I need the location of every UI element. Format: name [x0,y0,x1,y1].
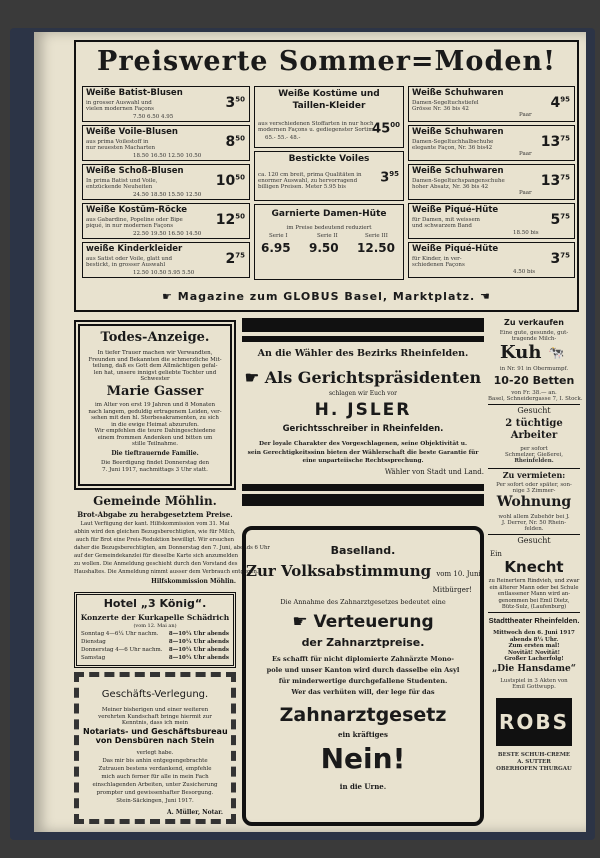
ein: Ein [490,550,502,558]
hotel-time: 8—10¼ Uhr abends [168,655,229,661]
text-line: einschlagenden Arbeiten, unter Zusicherung [92,782,218,788]
product-desc: ca. 120 cm breit, prima Qualitäten in [258,172,362,178]
price-main: 45 [372,121,391,137]
hotel-row [81,647,229,655]
sale-head: Zu verkaufen [504,318,564,327]
product-desc: enormer Auswahl, zu hervorragend [258,178,358,184]
text-line: für minderwertige durchgefallene Studenten. [278,677,448,685]
cow-label: Kuh [500,342,542,363]
text-line: Haushaltes. Die Anmeldung nimmt ausser dem Verbrauch entgegen. [74,569,259,575]
newspaper-page [34,32,586,832]
text-line: Freunden und Bekannten die schmerzliche Mit- [88,356,222,363]
election-sub: schlagen wir Euch vor [328,390,398,397]
text-line: pole und unser Kanton wird durch dasselbe ein Asyl [266,666,460,674]
product-price [541,173,570,189]
business-sign: A. Müller, Notar. [167,809,223,816]
product-desc: bestickt, in grosser Auswahl [86,262,166,268]
workers-1: 2 tüchtige [505,418,563,429]
theater: Stadttheater Rheinfelden. [488,616,580,625]
hotel-day: Dienstag [81,639,106,645]
vote-line: Die Annahme des Zahnarztgesetzes bedeutet eine [280,598,446,606]
product-price [372,121,400,136]
price-main: 13 [540,173,561,189]
text-line: eine unparteiische Rechtssprechung. [302,458,424,464]
product-price [551,212,571,228]
product-unit: Paar [519,112,532,118]
vote-big [246,612,480,632]
product-box [408,125,575,161]
text-line: Der loyale Charakter des Vorgeschlagenen, seine Objektivität u. [258,441,468,447]
price-cents: 75 [235,251,245,260]
election-title [242,368,484,387]
text-line: Kenntnis, dass ich mein [121,720,189,726]
logo-text-2: A. SUTTER [517,759,551,765]
price-main: 3 [550,251,561,267]
price-cents: 50 [235,134,245,143]
text-line: nach langem, geduldig ertragenem Leiden, ver- [88,408,222,415]
product-prices: 18.50 bis [513,230,539,236]
logo-text: ROBS [498,710,570,734]
product-title: Weiße Piqué-Hüte [412,205,499,215]
price-cents: 50 [235,173,245,182]
election-ad [242,318,484,512]
product-title: Weiße Schuhwaren [412,88,504,98]
play-author: Emil Gottwupp. [512,684,556,690]
text-line: in die ewige Heimat abzurufen. [111,421,199,428]
text-line: verlegt habe. [136,750,174,756]
text-line: stille Teilnahme. [132,441,178,447]
ad-footer [76,290,577,303]
product-box [408,86,575,122]
text-line: von Densbüren nach Stein [95,736,215,745]
cow-icon: 🐄 [548,346,565,361]
product-title: Weiße Schoß-Blusen [86,166,184,176]
vote-title-text: Zur Volksabstimmung [246,562,432,580]
beds-text-1: von Fr. 38.— an. [511,390,557,396]
price-main: 3 [225,95,236,111]
vote-ad [242,526,484,826]
business-notice [74,672,236,824]
product-desc: Damen-Segeltuchhalbschuhe [412,139,494,145]
product-title: Garnierte Damen-Hüte [271,209,387,219]
product-title: Weiße Batist-Blusen [86,88,183,98]
vote-law: Zahnarztgesetz [279,704,447,726]
hotel-row [81,655,229,663]
product-desc: hoher Absatz, Nr. 36 bis 42 [412,184,489,190]
hotel-time: 8—10¼ Uhr abends [168,631,229,637]
price-cents: 50 [235,212,245,221]
price-cents: 50 [235,95,245,104]
vote-sub: ein kräftiges [338,730,388,739]
hotel-day: Sonntag 4—6¼ Uhr nachm. [81,631,159,637]
product-title: Weiße Kostüme und [278,89,380,99]
product-prices: 65.- 55.- 48.- [265,135,301,141]
product-prices: 18.50 16.50 12.50 10.50 [133,153,202,159]
death-title: Todes-Anzeige. [100,330,210,345]
price-cents: 00 [390,121,400,129]
play: „Die Hansdame“ [492,664,576,674]
text-line: auf der Gemeindekanzlei für dieselbe Karte sich anzumelden [74,553,239,559]
vote-title [246,562,480,580]
hotel-day: Donnerstag 4—6 Uhr nachm. [81,647,163,653]
text-line: entlassener Mann wird an- [497,591,571,597]
product-box [408,203,575,239]
product-box [82,164,250,200]
text-line: sein Gerechtigkeitssinn bieten der Wählerschaft die beste Garantie für [247,449,479,456]
price-cents: 95 [560,95,570,104]
product-box [408,164,575,200]
gemeinde-sign: Hilfskommission Möhlin. [151,578,236,585]
product-box [82,86,250,122]
product-desc: Grösse Nr. 36 bis 42 [412,106,469,112]
flat-text-1: wohl allem Zubehör bei J. [498,514,570,520]
text-line: auch für Brot eine Preis-Reduktion bewilligt. Wir ersuchen [75,537,235,543]
product-desc: im Preise bedeutend reduziert [286,225,372,231]
product-prices: 24.50 18.50 15.50 12.50 [133,192,202,198]
workers-text-1: per sofort [520,446,548,452]
text-line: einem frommen Andenken und bitten um [97,434,213,441]
series-value: 12.50 [357,241,395,255]
beds: 10-20 Betten [493,374,575,387]
logo-text-1: BESTE SCHUH-CREME [497,752,571,758]
vote-urn: in die Urne. [339,782,387,791]
rent-text-2: nige 3 Zimmer- [512,488,556,494]
product-desc: für Kinder, in ver- [412,256,462,262]
price-main: 5 [550,212,561,228]
text-line: Schwester [140,376,170,382]
product-price [226,134,246,150]
text-line: Zutrauen bestens verdankend, empfehle [98,766,212,772]
text-line: prompter und gewissenhafter Besorgung. [96,790,214,796]
text-line: Großer Lacherfolg! [504,656,564,662]
text-line: Zum ersten mal! [508,643,560,649]
vote-call: Mitbürger! [432,586,472,594]
robs-logo [496,698,572,746]
text-line: im Alter von erst 19 Jahren und 8 Monaten [95,402,215,408]
product-price [541,134,570,150]
product-prices: 7.50 6.50 4.95 [133,114,174,120]
price-main: 4 [550,95,561,111]
election-role: Gerichtsschreiber in Rheinfelden. [282,424,444,434]
hand-icon: ☛ [244,368,265,387]
sale-text-1: Eine gute, gesunde, gut- [499,330,569,336]
price-main: 10 [215,173,236,189]
text-line: abhin wird den gleichen Bezugsberechtigten, wie für Milch, [74,529,236,535]
text-line: Bütz-Sulz, (Laufenburg) [501,604,567,610]
price-main: 3 [380,170,390,186]
product-desc: vielen modernen Façons [86,106,154,112]
hotel-time: 8—10¼ Uhr abends [168,647,229,653]
product-desc: schiedenen Façons [412,262,465,268]
text-line: genommen bei Emil Dietz, [498,597,570,604]
series-label: Serie II [317,233,338,239]
election-sign: Wähler von Stadt und Land. [384,468,484,476]
price-main: 13 [540,134,561,150]
wanted2: Gesucht [517,536,551,545]
product-title: Bestickte Voiles [288,154,370,164]
footer-text: Magazine zum GLOBUS Basel, Marktplatz. [177,290,476,303]
text-line: Wir empfehlen die teure Dahingeschiedene [94,428,216,434]
wanted-head: Gesucht [517,406,551,415]
text-line: zu wollen. Die Anmeldung geschieht durch den Vorstand des [74,561,238,567]
product-price [226,95,246,111]
play-text: Lustspiel in 3 Akten von [500,678,568,684]
text-line: Die Beerdigung findet Donnerstag den [100,460,210,466]
product-title: Taillen-Kleider [292,101,366,111]
text-line: len hat, unsere innigst geliebte Tochter und [93,369,217,376]
product-desc: aus Satist oder Voile, glatt und [86,256,173,262]
election-title-text: Als Gerichtspräsidenten [264,368,482,387]
product-title: Weiße Schuhwaren [412,127,504,137]
text-line: Wer das verhüten will, der lege für das [291,688,435,696]
product-price [380,170,399,185]
beds-text-2: Basel, Schneidergasse 7, I. Stock. [488,396,583,402]
product-price [226,251,246,267]
product-desc: aus Gabardine, Popeline oder Bipe [86,217,183,223]
product-box [254,204,404,280]
product-price [216,212,245,228]
text-line: Meiner bisherigen und einer weiteren [101,707,209,713]
vote-nein: Nein! [320,742,406,775]
text-line: Das mir bis anhin entgegengebrachte [102,758,208,764]
product-desc: piqué, in nur modernen Façons [86,223,174,229]
gemeinde-sub: Brot-Abgabe zu herabgesetztem Preise. [77,510,233,519]
product-box [408,242,575,278]
text-line: Novität! Novität! [508,649,560,656]
rent-text-1: Per sofort oder später, son- [496,482,572,488]
product-unit: Paar [519,151,532,157]
product-desc: aus prima Voilestoff in [86,139,149,145]
text-line: sehen mit den hl. Sterbesakramenten, zu sich [91,415,219,421]
product-desc: Damen-Segeltuchspangenschuhe [412,178,505,184]
gemeinde-title: Gemeinde Möhlin. [93,494,217,508]
hotel-ad [74,592,236,668]
cow-text: in Nr. 91 in Obermumpf. [499,366,569,372]
product-prices: 4.50 bis [513,269,536,275]
hotel-sub2: (vom 12. Mai an) [133,623,177,629]
hotel-title: Hotel „3 König“. [103,597,207,610]
product-unit: Paar [519,190,532,196]
flat-text-2: J. Derrer, Nr. 50 Rhein- [501,520,567,526]
product-box [82,242,250,278]
product-box [254,151,404,201]
death-sign: Die tieftrauernde Familie. [111,450,199,457]
ad-title: Preiswerte Sommer=Moden! [97,46,556,77]
text-line: mich auch ferner für alle in mein Fach [101,774,209,780]
text-line: Mittwoch den 6. Juni 1917 [493,630,575,636]
flat: Wohnung [496,494,572,510]
business-title: Geschäfts-Verlegung. [101,689,209,700]
product-desc: modernen Façons u. gediegenster Sortim. [258,127,376,133]
product-title: Weiße Schuhwaren [412,166,504,176]
product-box [82,125,250,161]
price-main: 8 [225,134,236,150]
product-desc: In prima Batist und Voile, [86,178,158,184]
product-desc: nur neuesten Macharten [86,145,156,151]
election-head: An die Wähler des Bezirks Rheinfelden. [257,348,469,359]
text-line: Notariats- und Geschäftsbureau [83,727,228,736]
boy: Knecht [504,558,564,576]
product-desc: aus verschiedenen Stoffarten in nur hoch [258,121,374,127]
product-price [551,251,571,267]
text-line: In tiefer Trauer machen wir Verwandten, [97,350,213,356]
right-column [488,318,583,826]
text-line: teilung, daß es Gott dem Allmächtigen gefal- [92,363,218,369]
vote-head: Baselland. [330,544,396,557]
text-line: zu Reinertern Rindvieh, und zwar [488,578,580,584]
series-label: Serie I [269,233,288,239]
price-cents: 75 [560,134,570,143]
sale-text-2: tragende Milch- [511,336,557,342]
logo-text-3: OBERHOFEN THURGAU [496,766,572,772]
hand-icon: ☛ [162,290,178,303]
product-desc: Damen-Segeltuchstiefel [412,100,479,106]
price-main: 12 [215,212,236,228]
hotel-row [81,631,229,639]
product-price [551,95,571,111]
product-price [216,173,245,189]
workers-2: Arbeiter [510,430,558,441]
vote-big-text: Verteuerung [313,612,434,632]
series-label: Serie III [365,233,388,239]
hand-icon: ☛ [292,612,314,632]
hand-icon-right: ☚ [475,290,491,303]
product-desc: und schwarzem Band [412,223,472,229]
text-line: ein älterer Mann oder bei Schule [489,584,579,591]
product-prices: 12.50 10.50 5.95 5.50 [133,270,195,276]
rent-head: Zu vermieten: [502,470,566,480]
hotel-day: Samstag [81,655,106,661]
product-desc: elegante Façon, Nr. 36 bis42 [412,145,493,151]
series-value: 9.50 [309,241,339,255]
gemeinde-notice [74,494,270,590]
hotel-time: 8—10¼ Uhr abends [168,639,229,645]
product-desc: für Damen, mit weissem [412,217,480,223]
product-prices: 22.50 19.50 16.50 14.50 [133,231,202,237]
death-notice [74,320,236,490]
product-title: Weiße Voile-Blusen [86,127,178,137]
product-desc: entzückende Neuheiten [86,184,153,190]
hotel-row [81,639,229,647]
election-name: H. JSLER [314,400,412,420]
text-line: abends 8¼ Uhr. [509,636,559,643]
series-value: 6.95 [261,241,291,255]
price-cents: 75 [560,212,570,221]
text-line: daher die Bezugsberechtigten, am Donnerstag den 7. Juni, abends 6 Uhr [74,545,270,551]
product-desc: billigen Preisen. Meter 5.95 bis [258,184,346,190]
hotel-sub: Konzerte der Kurkapelle Schädrich [80,613,230,622]
death-name: Marie Gasser [106,384,204,399]
text-line: Stein-Säckingen, Juni 1917. [116,798,194,804]
product-title: weiße Kinderkleider [86,244,183,254]
product-desc: in grosser Auswahl und [86,100,152,106]
globus-ad [74,40,579,312]
price-cents: 75 [560,251,570,260]
text-line: verehrten Kundschaft bringe hiermit zur [98,713,212,720]
text-line: Laut Verfügung der kant. Hilfskommission vom 31. Mai [80,521,230,527]
text-line: 7. Juni 1917, nachmittags 3 Uhr statt. [102,466,208,473]
text-line: Es schafft für nicht diplomierte Zahnärzte Mono- [271,655,455,663]
price-cents: 75 [560,173,570,182]
product-box [82,203,250,239]
vote-date: vom 10. Juni [436,570,481,578]
product-title: Weiße Piqué-Hüte [412,244,499,254]
workers-text-2: Schmelzer, Gießerei, [504,452,564,458]
flat-text-3: felden. [524,526,544,532]
product-box [254,86,404,148]
workers-text-3: Rheinfelden. [514,458,554,464]
product-title: Weiße Kostüm-Röcke [86,205,188,215]
price-main: 2 [225,251,236,267]
price-cents: 95 [389,170,399,178]
vote-big2: der Zahnarztpreise. [301,636,425,649]
